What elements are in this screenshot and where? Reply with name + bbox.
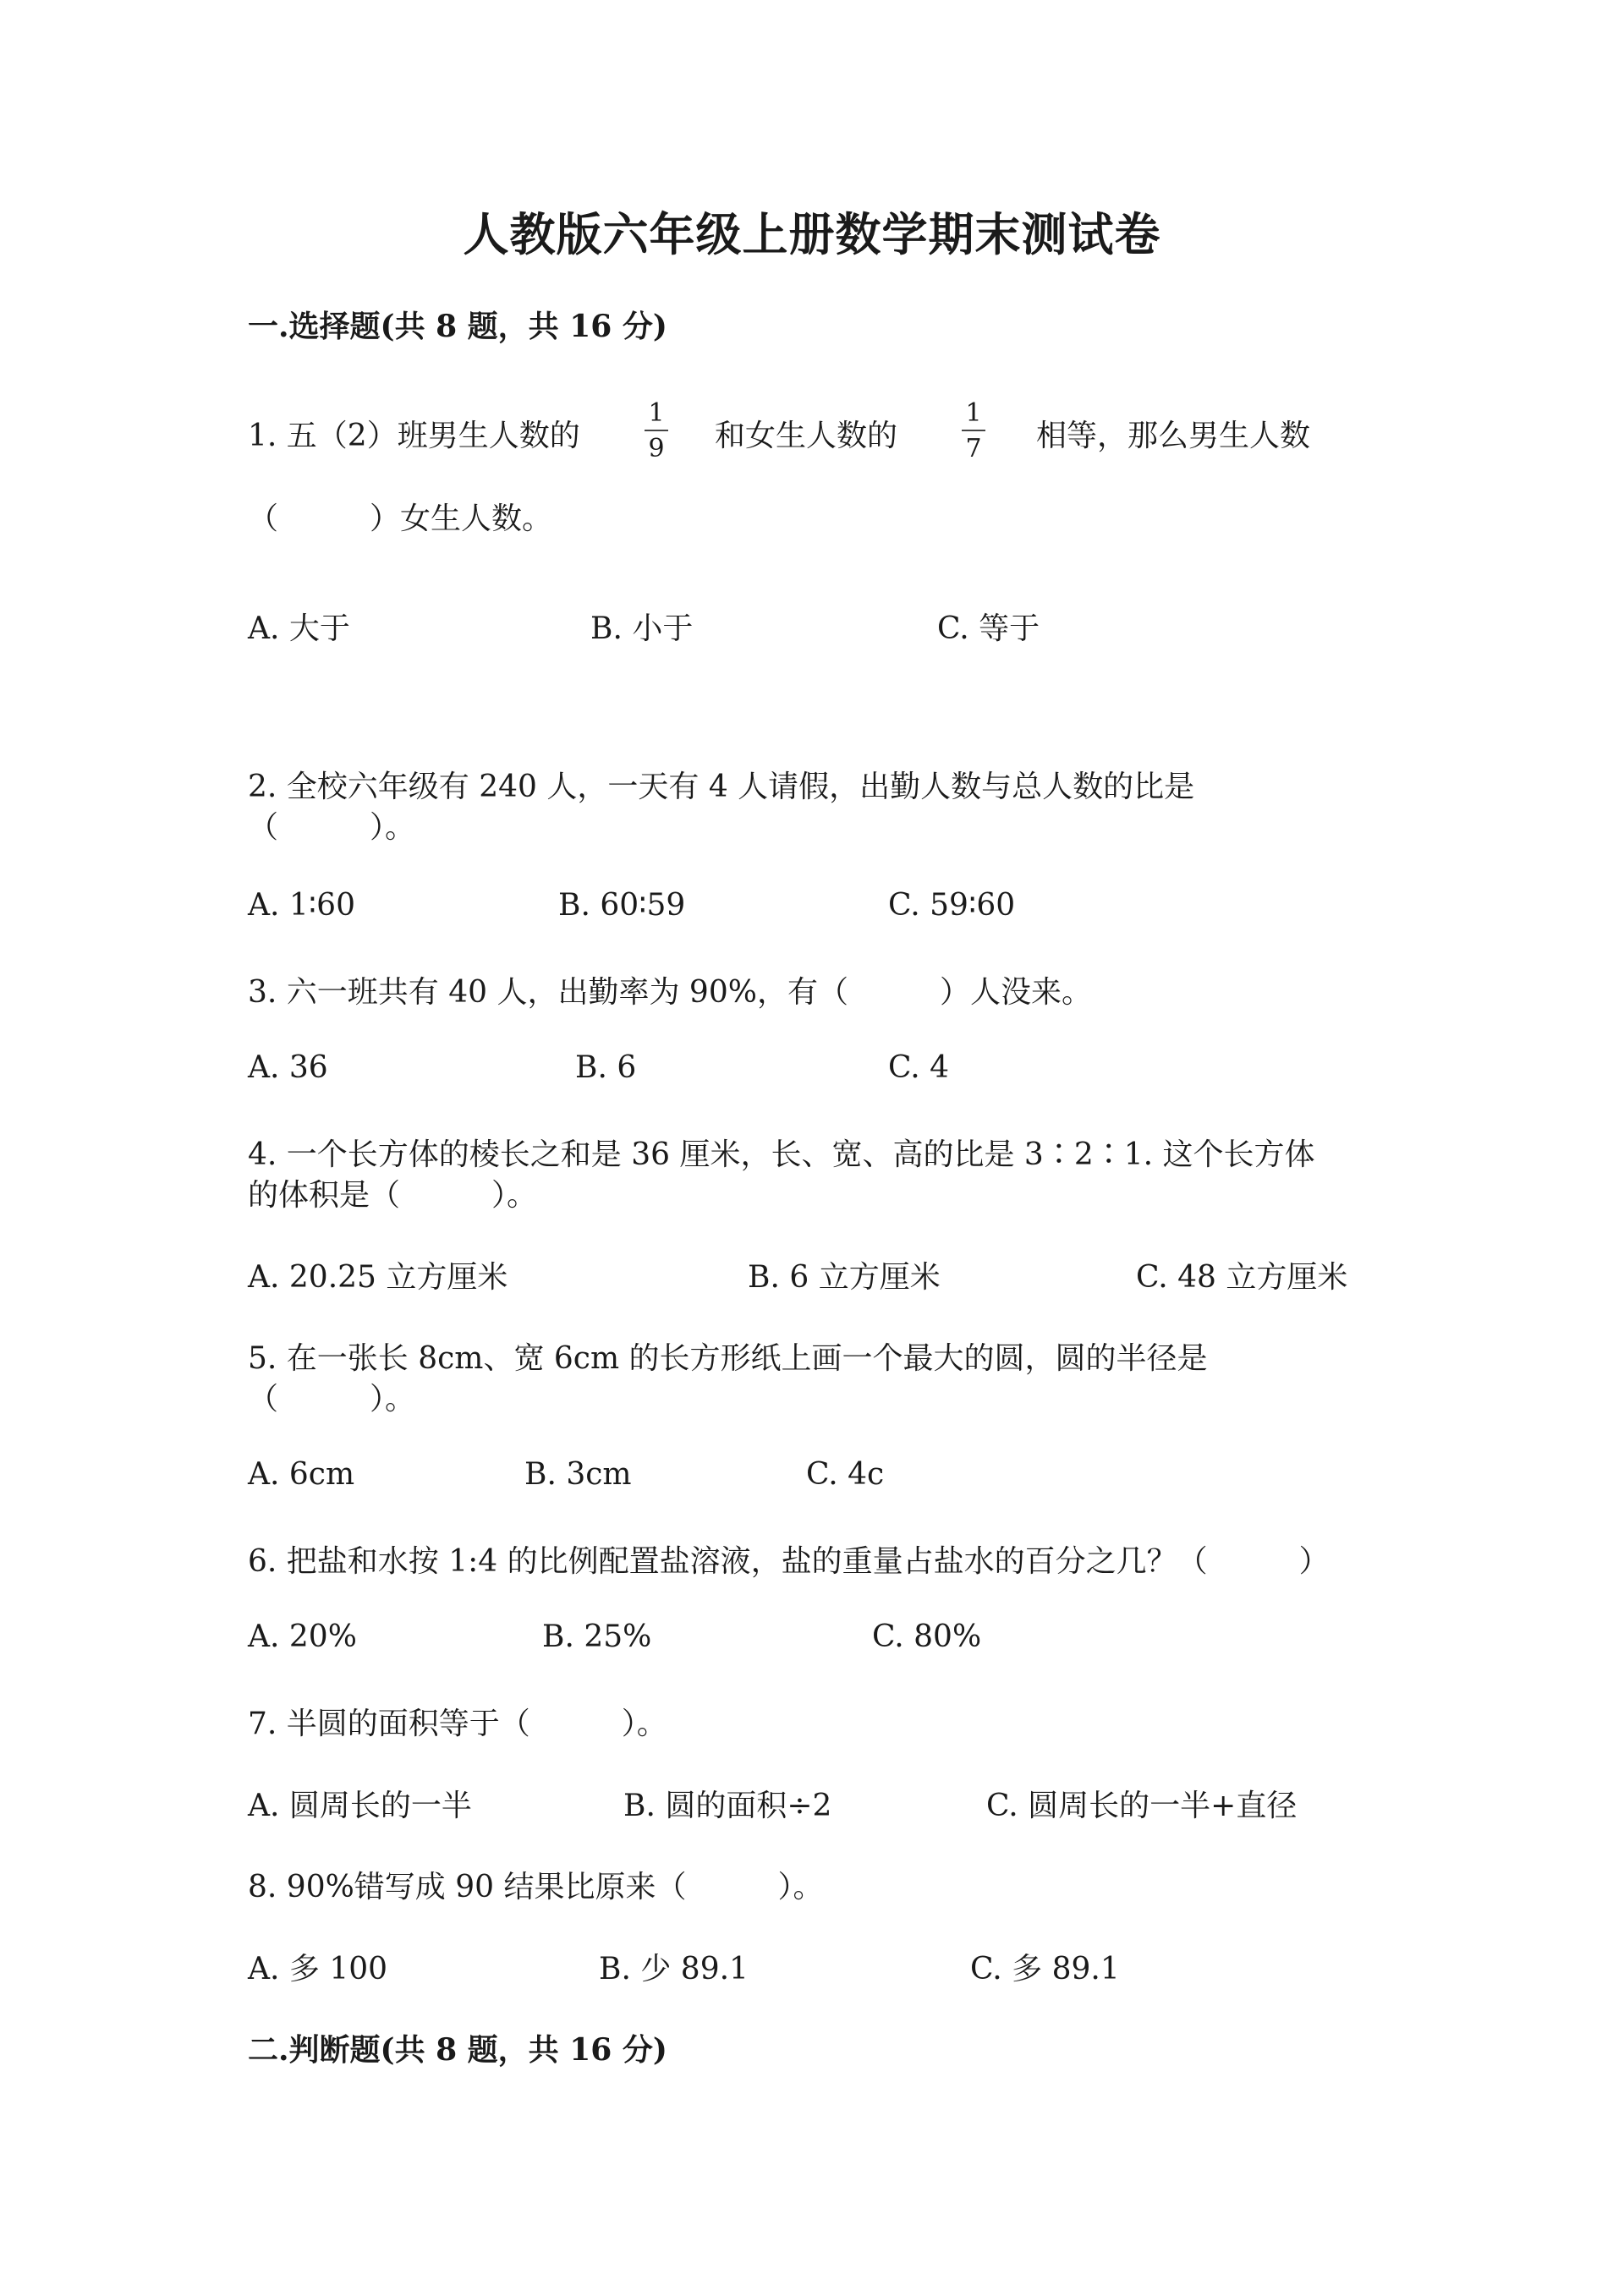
section-heading-true-false: 二.判断题(共 8 题，共 16 分) [248,2032,667,2068]
question-5-text-line2: （ ）。 [248,1382,416,1417]
question-7-option-c: C. 圆周长的一半+直径 [986,1789,1298,1823]
fraction-bar [962,430,985,431]
fraction-one-seventh [957,398,990,463]
question-3-option-b: B. 6 [575,1050,637,1085]
question-7-option-a: A. 圆周长的一半 [248,1789,472,1823]
question-1-option-a: A. 大于 [248,611,350,646]
fraction-numerator: 1 [965,398,982,428]
question-2-text-line2: （ ）。 [248,810,416,845]
question-4-option-a: A. 20.25 立方厘米 [248,1260,508,1295]
question-6-text-line1: 6. 把盐和水按 1:4 的比例配置盐溶液，盐的重量占盐水的百分之几？（ ） [248,1544,1330,1579]
question-7-option-b: B. 圆的面积÷2 [623,1789,832,1823]
question-4-option-b: B. 6 立方厘米 [748,1260,941,1295]
question-3-text-line1: 3. 六一班共有 40 人，出勤率为 90%，有（ ）人没来。 [248,975,1092,1010]
fraction-one-ninth [639,398,673,463]
question-2-option-c: C. 59∶60 [888,888,1016,923]
question-5-option-b: B. 3cm [524,1457,632,1492]
question-1-option-b: B. 小于 [590,611,694,646]
section-heading-multiple-choice: 一.选择题(共 8 题，共 16 分) [248,309,667,344]
page-title: 人教版六年级上册数学期末测试卷 [463,207,1161,261]
question-7-text-line1: 7. 半圆的面积等于（ ）。 [248,1707,667,1741]
question-5-option-a: A. 6cm [248,1457,355,1492]
question-1-option-c: C. 等于 [937,611,1040,646]
question-2-option-b: B. 60∶59 [558,888,686,923]
fraction-numerator: 1 [648,398,665,428]
question-4-text-line2: 的体积是（ ）。 [248,1178,538,1213]
question-8-text-line1: 8. 90%错写成 90 结果比原来（ ）。 [248,1870,824,1904]
question-6-option-a: A. 20% [248,1619,357,1654]
question-8-option-a: A. 多 100 [248,1952,388,1986]
question-5-text-line1: 5. 在一张长 8cm、宽 6cm 的长方形纸上画一个最大的圆，圆的半径是 [248,1341,1208,1376]
question-3-option-c: C. 4 [888,1050,950,1085]
question-1-text-c: 相等，那么男生人数 [1036,419,1311,453]
question-2-text-line1: 2. 全校六年级有 240 人，一天有 4 人请假，出勤人数与总人数的比是 [248,770,1195,804]
question-8-option-b: B. 少 89.1 [599,1952,749,1986]
question-4-text-line1: 4. 一个长方体的棱长之和是 36 厘米，长、宽、高的比是 3∶2∶1. 这个长方体 [248,1137,1315,1172]
fraction-bar [645,430,668,431]
fraction-denominator: 9 [648,434,665,463]
question-6-option-b: B. 25% [542,1619,652,1654]
question-1-text-a: 1. 五（2）班男生人数的 [248,419,580,453]
question-3-option-a: A. 36 [248,1050,328,1085]
question-8-option-c: C. 多 89.1 [970,1952,1120,1986]
question-6-option-c: C. 80% [872,1619,982,1654]
question-1-text-line2: （ ）女生人数。 [248,501,553,536]
question-5-option-c: C. 4c [806,1457,885,1492]
fraction-denominator: 7 [965,434,982,463]
question-1-text-b: 和女生人数的 [715,419,898,453]
question-4-option-c: C. 48 立方厘米 [1136,1260,1348,1295]
question-2-option-a: A. 1∶60 [248,888,355,923]
